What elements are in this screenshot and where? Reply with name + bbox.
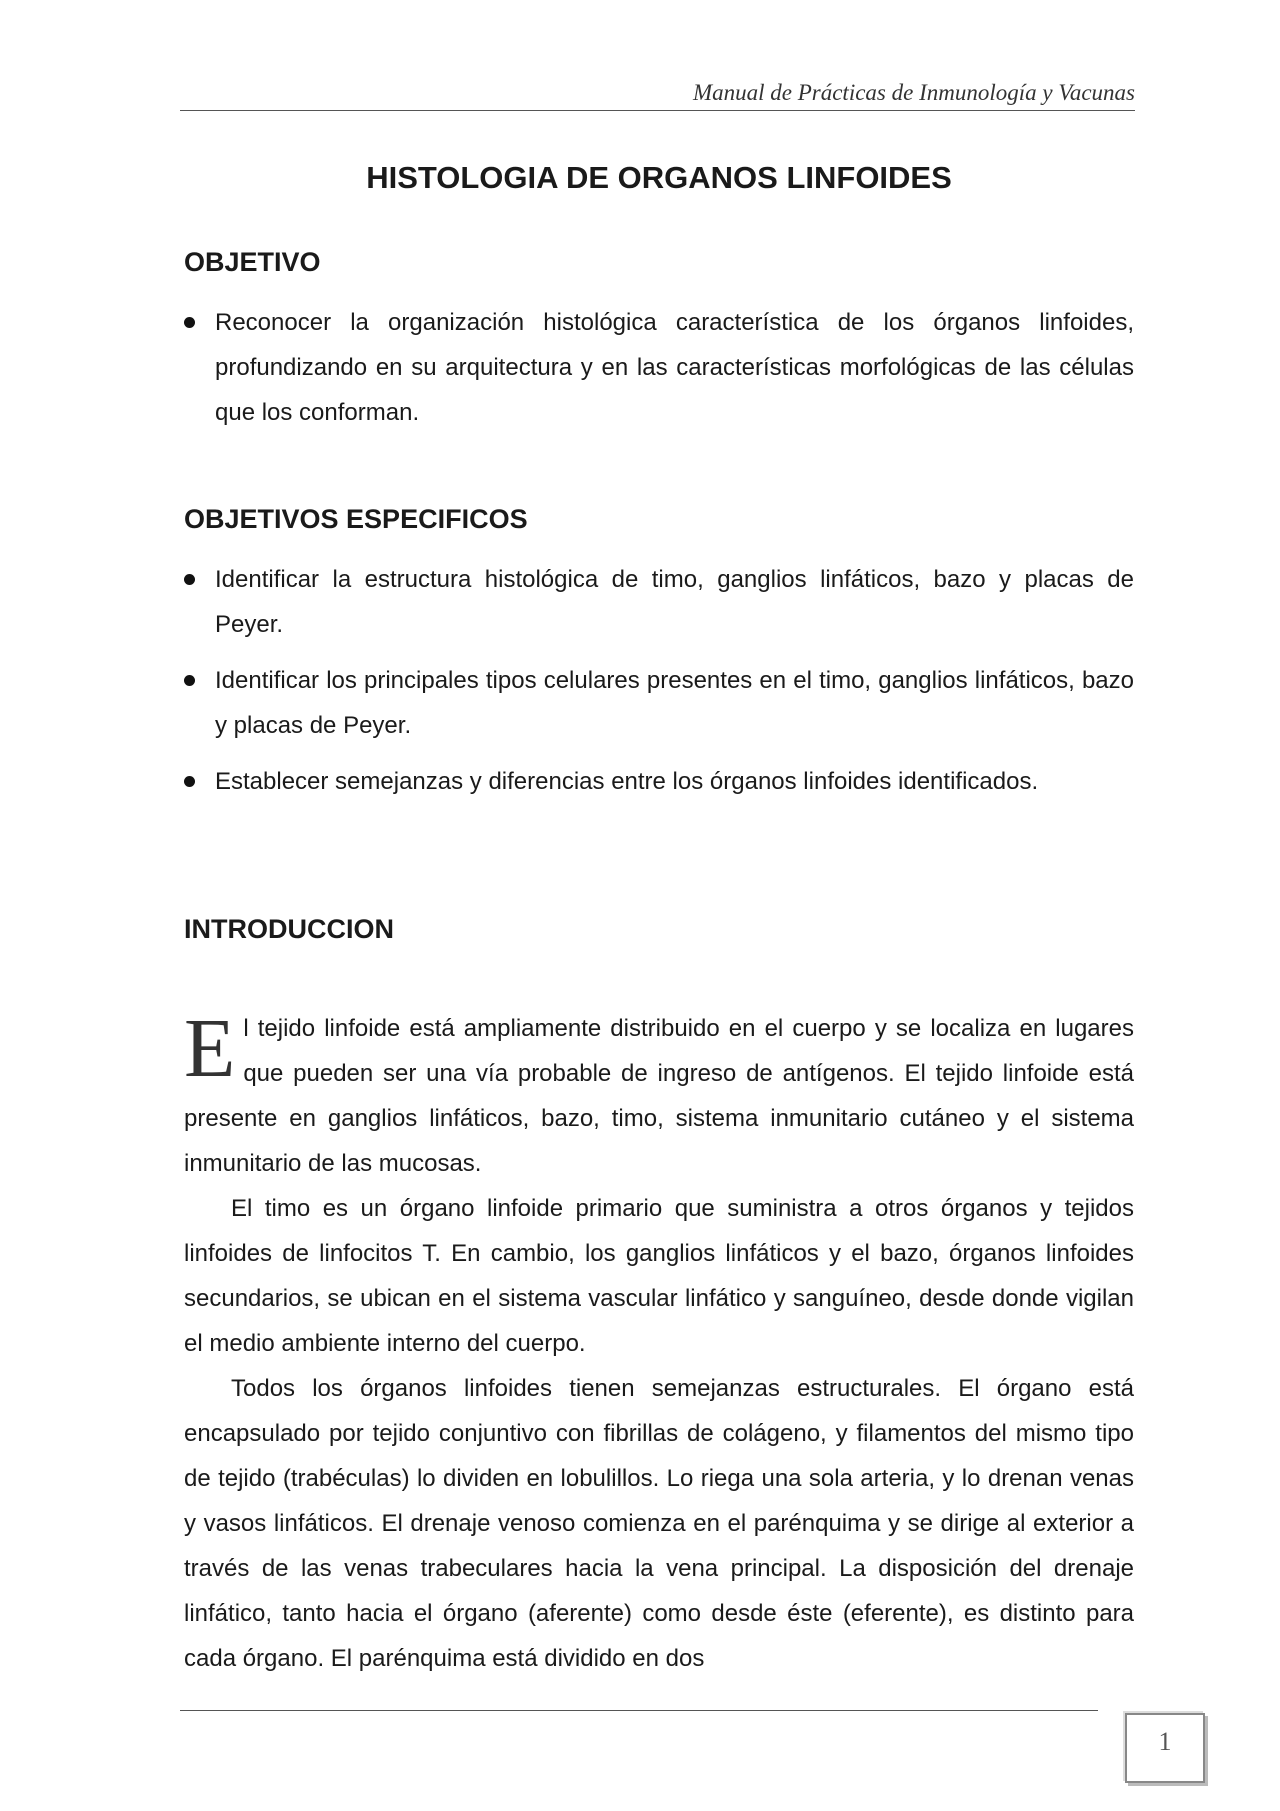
list-item bbox=[184, 557, 1134, 647]
list-item-text: Identificar los principales tipos celulares presentes en el timo, ganglios linfáticos, bazo y placas de Peyer. bbox=[215, 667, 1134, 739]
drop-cap: E bbox=[184, 1002, 236, 1095]
intro-paragraph: Todos los órganos linfoides tienen semejanzas estructurales. El órgano está encapsulado por tejido conjuntivo con fibrillas de colágeno, y filamentos del mismo tipo de tejido (trabéculas) lo dividen en lobulillos. Lo riega una sola arteria, y lo drenan venas y vasos linfáticos. El drenaje venoso comienza en el parénquima y se dirige al exterior a través de las venas trabeculares hacia la vena principal. La disposición del drenaje linfático, tanto hacia el órgano (aferente) como desde éste (eferente), es distinto para cada órgano. El parénquima está dividido en dos bbox=[184, 1375, 1134, 1672]
running-header: Manual de Prácticas de Inmunología y Vacunas bbox=[692, 80, 1135, 105]
introduccion-heading: INTRODUCCION bbox=[184, 914, 394, 944]
intro-paragraph: El timo es un órgano linfoide primario que suministra a otros órganos y tejidos linfoides de linfocitos T. En cambio, los ganglios linfáticos y el bazo, órganos linfoides secundarios, se ubican en el sistema vascular linfático y sanguíneo, desde donde vigilan el medio ambiente interno del cuerpo. bbox=[184, 1195, 1134, 1357]
introduccion-body bbox=[184, 1002, 1134, 1681]
bullet-icon bbox=[184, 574, 195, 585]
page-number-box bbox=[1125, 1713, 1205, 1783]
page-title: HISTOLOGIA DE ORGANOS LINFOIDES bbox=[366, 160, 952, 195]
header-rule bbox=[180, 110, 1135, 111]
intro-paragraph-text: l tejido linfoide está ampliamente distribuido en el cuerpo y se localiza en lugares que pueden ser una vía probable de ingreso de antígenos. El tejido linfoide está presente en ganglios linfáticos, bazo, timo, sistema inmunitario cutáneo y el sistema inmunitario de las mucosas. bbox=[184, 1015, 1134, 1177]
list-item bbox=[184, 300, 1134, 435]
footer-rule bbox=[180, 1710, 1098, 1711]
list-item-text: Reconocer la organización histológica característica de los órganos linfoides, profundizando en su arquitectura y en las características morfológicas de las células que los conforman. bbox=[215, 309, 1134, 426]
bullet-icon bbox=[184, 675, 195, 686]
list-item-text: Identificar la estructura histológica de timo, ganglios linfáticos, bazo y placas de Peyer. bbox=[215, 566, 1134, 638]
list-item-text: Establecer semejanzas y diferencias entre los órganos linfoides identificados. bbox=[215, 768, 1039, 795]
objetivo-heading: OBJETIVO bbox=[184, 247, 321, 277]
page-number: 1 bbox=[1158, 1727, 1172, 1756]
bullet-icon bbox=[184, 776, 195, 787]
list-item bbox=[184, 759, 1134, 804]
objetivo-list bbox=[184, 300, 1134, 446]
intro-paragraph bbox=[184, 1002, 1134, 1186]
list-item bbox=[184, 658, 1134, 748]
objetivos-especificos-list bbox=[184, 557, 1134, 815]
objetivos-especificos-heading: OBJETIVOS ESPECIFICOS bbox=[184, 504, 528, 534]
bullet-icon bbox=[184, 317, 195, 328]
